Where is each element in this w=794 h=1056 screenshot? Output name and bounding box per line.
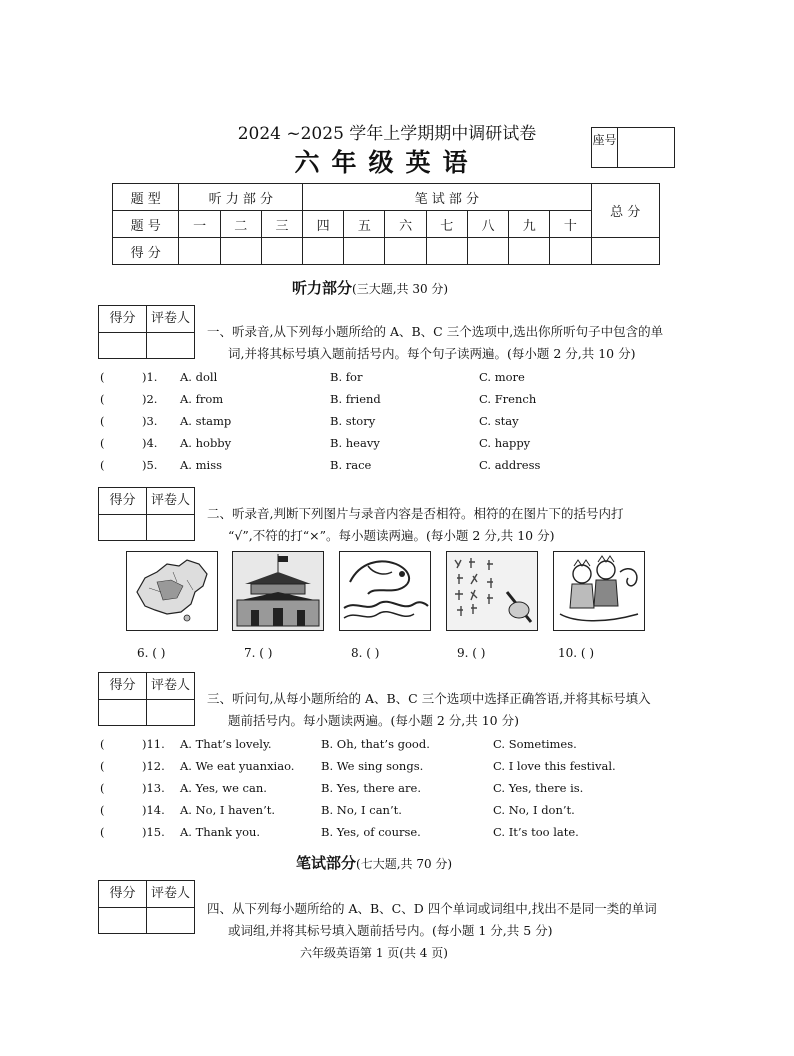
question-number: )15. [142,825,165,839]
answer-bracket[interactable]: ( [100,759,105,773]
grader-score-label: 得分 [99,881,147,907]
grader-reviewer-label: 评卷人 [150,678,190,693]
section1-instruction-line1: 一、听录音,从下列每小题所给的 A、B、C 三个选项中,选出你所听句子中包含的单 [207,324,664,339]
listening-heading [292,277,448,298]
china-map-picture [126,551,218,631]
score-table-number: 二 [220,211,261,238]
option-b: B. Yes, there are. [321,781,421,795]
score-cell[interactable] [550,238,591,265]
score-table-number: 八 [467,211,508,238]
section2-instruction-line2: “√”,不符的打“×”。每小题读两遍。(每小题 2 分,共 10 分) [228,528,555,543]
picture-answer-10[interactable]: 10. ( ) [558,646,595,660]
score-table-number-label: 题 号 [113,211,179,238]
section3-questions [100,733,720,843]
score-table-number: 四 [303,211,344,238]
option-b: B. No, I can’t. [321,803,402,817]
option-a: A. We eat yuanxiao. [180,759,295,773]
score-cell[interactable] [261,238,302,265]
question-number: )12. [142,759,165,773]
score-table-number: 六 [385,211,426,238]
score-table [112,183,660,265]
answer-bracket[interactable]: ( [100,803,105,817]
grader-reviewer-cell[interactable] [147,700,194,725]
score-table-listening-label: 听 力 部 分 [179,184,303,211]
question-row [100,410,700,432]
grader-score-cell[interactable] [99,700,147,725]
option-b: B. heavy [330,436,380,450]
question-row [100,366,700,388]
option-c: C. stay [479,414,519,428]
score-cell-total[interactable] [591,238,660,265]
dragon-boat-picture [339,551,431,631]
question-row [100,733,720,755]
option-a: A. doll [180,370,218,384]
grader-reviewer-cell[interactable] [147,333,194,358]
question-row [100,777,720,799]
section2-instruction [207,503,623,547]
score-cell[interactable] [467,238,508,265]
option-a: A. from [180,392,224,406]
score-cell[interactable] [303,238,344,265]
picture-answer-7[interactable]: 7. ( ) [244,646,273,660]
score-table-number: 三 [261,211,302,238]
section1-instruction-line2: 词,并将其标号填入题前括号内。每个句子读两遍。(每小题 2 分,共 10 分) [228,346,636,361]
question-number: )14. [142,803,165,817]
option-a: A. miss [180,458,223,472]
option-b: B. story [330,414,376,428]
answer-bracket[interactable]: ( [100,825,105,839]
grader-reviewer-label: 评卷人 [150,886,190,901]
answer-bracket[interactable]: ( [100,392,105,406]
score-table-score-label: 得 分 [113,238,179,265]
option-c: C. happy [479,436,531,450]
option-c: C. French [479,392,537,406]
picture-answer-8[interactable]: 8. ( ) [351,646,380,660]
grader-box [98,880,195,934]
score-table-number: 十 [550,211,591,238]
option-c: C. address [479,458,541,472]
option-b: B. Yes, of course. [321,825,421,839]
grader-score-label: 得分 [99,488,147,514]
picture-answer-9[interactable]: 9. ( ) [457,646,486,660]
score-cell[interactable] [220,238,261,265]
option-c: C. It’s too late. [493,825,579,839]
question-row [100,755,720,777]
score-cell[interactable] [385,238,426,265]
score-cell[interactable] [509,238,550,265]
option-a: A. That’s lovely. [180,737,272,751]
section3-instruction-line2: 题前括号内。每小题读两遍。(每小题 2 分,共 10 分) [228,713,519,728]
writing-title: 笔试部分 [296,854,357,872]
option-c: C. more [479,370,525,384]
section1-questions [100,366,700,476]
option-c: C. Sometimes. [493,737,577,751]
grader-score-label: 得分 [99,673,147,699]
grader-score-cell[interactable] [99,333,147,358]
seat-label: 座号 [592,128,618,167]
option-a: A. Yes, we can. [180,781,267,795]
question-number: )11. [142,737,165,751]
score-table-number: 七 [426,211,467,238]
section3-instruction-line1: 三、听问句,从每小题所给的 A、B、C 三个选项中选择正确答语,并将其标号填入 [207,691,651,706]
question-row [100,454,700,476]
option-a: A. Thank you. [180,825,261,839]
page-footer: 六年级英语第 1 页(共 4 页) [300,946,448,960]
option-c: C. Yes, there is. [493,781,584,795]
option-b: B. race [330,458,372,472]
section4-instruction [207,898,657,942]
section3-instruction [207,688,651,732]
grader-reviewer-label: 评卷人 [150,493,190,508]
question-number: )3. [142,414,158,428]
exam-title: 2024 ~2025 学年上学期期中调研试卷 [237,124,537,144]
grader-reviewer-label: 评卷人 [150,311,190,326]
answer-bracket[interactable]: ( [100,781,105,795]
question-row [100,388,700,410]
option-b: B. friend [330,392,381,406]
children-playing-picture [553,551,645,631]
score-cell[interactable] [344,238,385,265]
question-row [100,432,700,454]
score-table-number: 五 [344,211,385,238]
score-table-total-label: 总 分 [591,184,660,238]
question-row [100,799,720,821]
option-b: B. We sing songs. [321,759,424,773]
score-table-writing-label: 笔 试 部 分 [303,184,591,211]
calligraphy-picture [446,551,538,631]
option-c: C. I love this festival. [493,759,616,773]
option-a: A. hobby [180,436,232,450]
option-a: A. No, I haven’t. [180,803,276,817]
seat-number-box [591,127,675,168]
section1-instruction [207,321,663,365]
grader-reviewer-cell[interactable] [147,515,194,540]
question-number: )2. [142,392,158,406]
grader-box [98,305,195,359]
picture-answer-6[interactable]: 6. ( ) [137,646,166,660]
option-b: B. Oh, that’s good. [321,737,430,751]
answer-bracket[interactable]: ( [100,414,105,428]
section4-instruction-line2: 或词组,并将其标号填入题前括号内。(每小题 1 分,共 5 分) [228,923,553,938]
score-table-type-label: 题 型 [113,184,179,211]
listening-title: 听力部分 [292,279,353,297]
score-cell[interactable] [179,238,220,265]
grader-score-label: 得分 [99,306,147,332]
score-table-number: 一 [179,211,220,238]
option-a: A. stamp [180,414,232,428]
grader-box [98,487,195,541]
question-number: )1. [142,370,158,384]
answer-bracket[interactable]: ( [100,436,105,450]
listening-note: (三大题,共 30 分) [352,282,449,296]
question-number: )4. [142,436,158,450]
writing-note: (七大题,共 70 分) [356,857,453,871]
grader-box [98,672,195,726]
answer-bracket[interactable]: ( [100,737,105,751]
answer-bracket[interactable]: ( [100,458,105,472]
option-b: B. for [330,370,363,384]
exam-subtitle: 六年级英语 [294,148,480,177]
answer-bracket[interactable]: ( [100,370,105,384]
option-c: C. No, I don’t. [493,803,575,817]
grader-score-cell[interactable] [99,515,147,540]
grader-reviewer-cell[interactable] [147,908,194,933]
grader-score-cell[interactable] [99,908,147,933]
question-row [100,821,720,843]
question-number: )5. [142,458,158,472]
section2-instruction-line1: 二、听录音,判断下列图片与录音内容是否相符。相符的在图片下的括号内打 [207,506,624,521]
section4-instruction-line1: 四、从下列每小题所给的 A、B、C、D 四个单词或词组中,找出不是同一类的单词 [207,901,657,916]
score-table-number: 九 [509,211,550,238]
score-cell[interactable] [426,238,467,265]
question-number: )13. [142,781,165,795]
tiananmen-picture [232,551,324,631]
writing-heading [296,852,452,873]
